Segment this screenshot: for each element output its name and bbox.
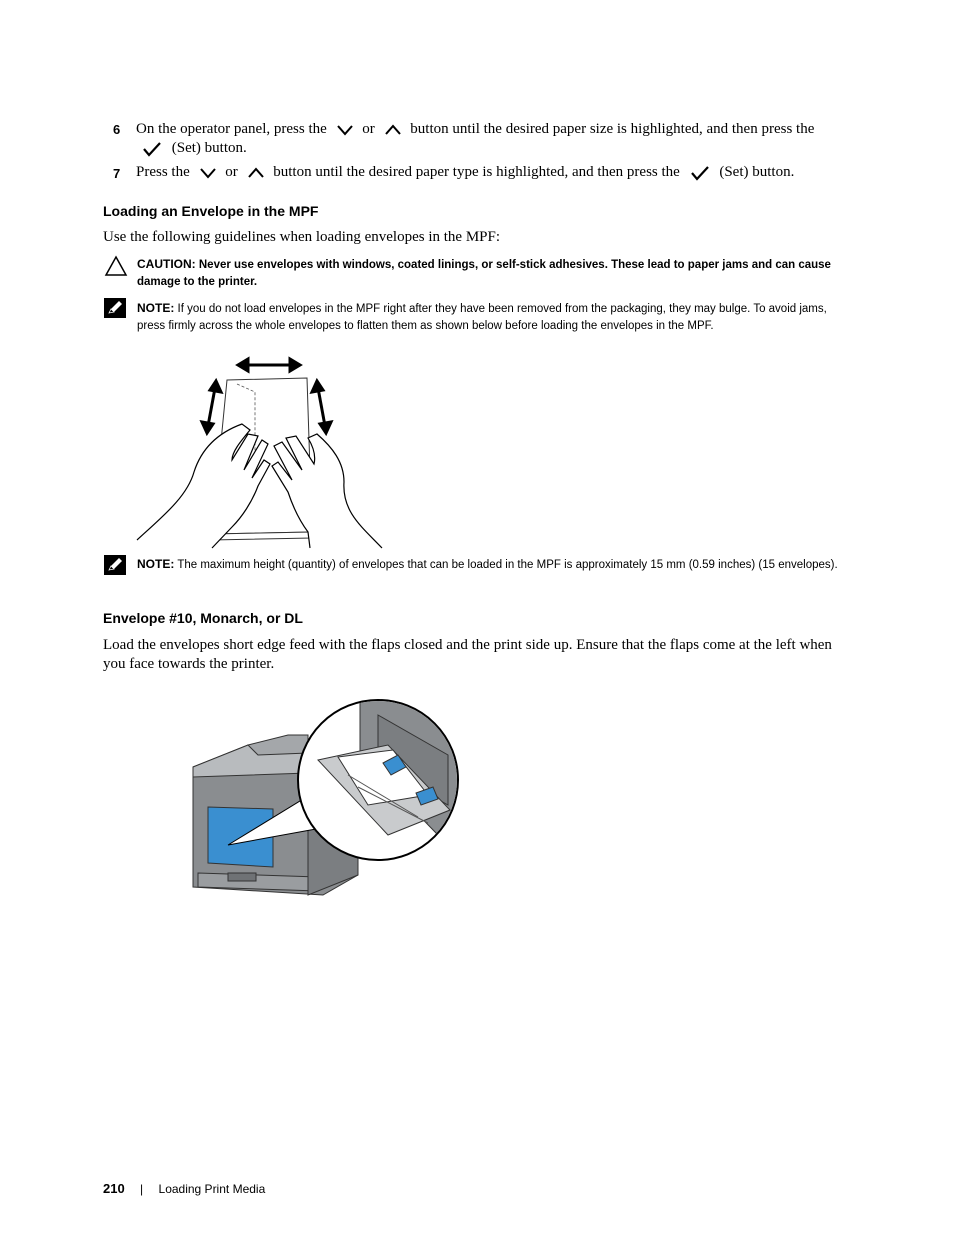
checkmark-icon: [688, 164, 712, 182]
step-6-part-1: On the operator panel, press the: [136, 121, 327, 137]
step-7-part-1: Press the: [136, 164, 190, 180]
chapter-title: Loading Print Media: [158, 1182, 266, 1196]
chevron-up-icon: [244, 165, 268, 181]
chevron-down-icon: [333, 122, 357, 138]
step-7-set-label: (Set): [719, 164, 749, 180]
section-intro: Use the following guidelines when loading envelopes in the MPF:: [103, 229, 501, 245]
printer-mpf-envelope-illustration: [188, 695, 468, 905]
section-2-body: Load the envelopes short edge feed with the flaps closed and the print side up. Ensure that the flaps come at the left when you face towards the printer.: [103, 637, 832, 672]
caution-triangle-icon: [104, 255, 128, 277]
note-1-block: [137, 300, 855, 335]
caution-label: CAUTION:: [137, 257, 196, 271]
note-1-text: If you do not load envelopes in the MPF right after they have been removed from the packaging, they may bulge. To avoid jams, press firmly across the whole envelopes to flatten them as shown below before loading the envelopes in the MPF.: [137, 303, 827, 332]
step-6-set-label: (Set): [171, 140, 201, 156]
section-heading-envelope-types: Envelope #10, Monarch, or DL: [103, 610, 303, 626]
step-6-part-2: or: [362, 121, 375, 137]
footer-separator: |: [140, 1182, 144, 1196]
chevron-down-icon: [196, 165, 220, 181]
note-pencil-icon: [104, 555, 126, 575]
step-6-line-2: [140, 139, 247, 158]
caution-block: [137, 256, 847, 291]
step-number-6: 6: [113, 122, 121, 137]
note-pencil-icon: [104, 298, 126, 318]
note-2-block: [137, 556, 842, 574]
step-7-part-2: or: [225, 164, 238, 180]
step-7-text: [136, 163, 866, 182]
page-number: 210: [103, 1181, 125, 1196]
footer: [103, 1181, 265, 1196]
caution-text: Never use envelopes with windows, coated linings, or self-stick adhesives. These lead to paper jams and can cause damage to the printer.: [137, 259, 831, 288]
checkmark-icon: [140, 140, 164, 158]
note-2-label: NOTE:: [137, 557, 175, 571]
step-7-part-5: button.: [752, 164, 795, 180]
section-heading-loading-envelope: Loading an Envelope in the MPF: [103, 203, 319, 219]
step-6-text: [136, 120, 856, 139]
step-6-part-3: button until the desired paper size is highlighted, and then press the: [410, 121, 815, 137]
hands-flattening-envelope-illustration: [132, 352, 392, 552]
step-number-7: 7: [113, 166, 121, 181]
note-1-label: NOTE:: [137, 301, 175, 315]
chevron-up-icon: [381, 122, 405, 138]
step-7-part-3: button until the desired paper type is highlighted, and then press the: [273, 164, 680, 180]
note-2-text: The maximum height (quantity) of envelopes that can be loaded in the MPF is approximately 15 mm (0.59 inches) (15 envelopes).: [177, 559, 838, 571]
step-6-part-5: button.: [204, 140, 247, 156]
